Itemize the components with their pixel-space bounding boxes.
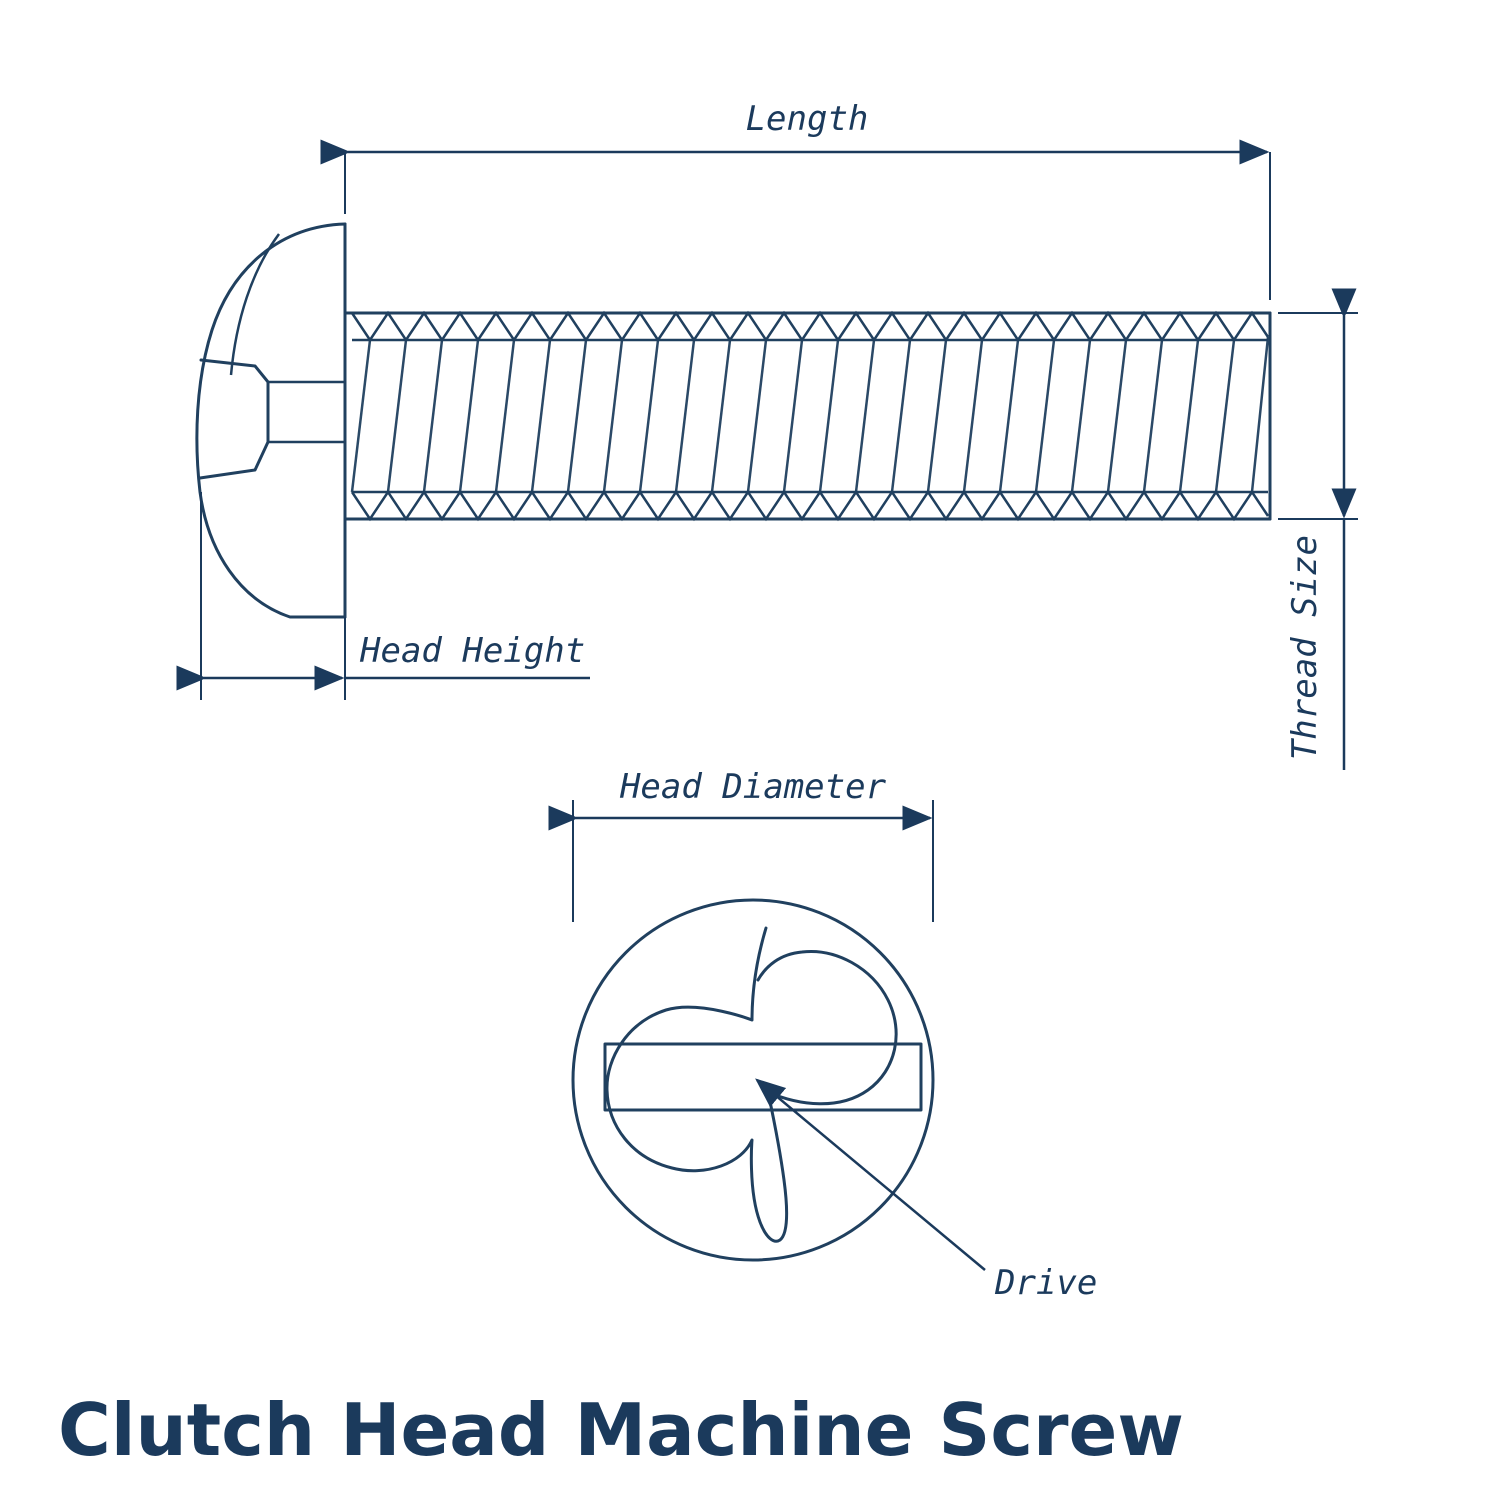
dimension-head-height bbox=[201, 492, 590, 700]
top-view bbox=[573, 900, 933, 1260]
screw-head-profile bbox=[197, 224, 345, 617]
head-slot bbox=[605, 1044, 921, 1110]
thread-flank-lines bbox=[352, 337, 1268, 492]
dimension-thread-size bbox=[1278, 313, 1358, 770]
side-view bbox=[197, 224, 1270, 617]
dimension-label-length: Length bbox=[745, 99, 869, 139]
dimension-length bbox=[345, 99, 1270, 300]
figure-title: Clutch Head Machine Screw bbox=[58, 1388, 1184, 1472]
clutch-recess bbox=[607, 928, 896, 1241]
dimension-label-thread-size: Thread Size bbox=[1285, 535, 1325, 761]
thread-teeth-top bbox=[352, 313, 1268, 340]
callout-label-drive: Drive bbox=[995, 1263, 1098, 1303]
dimension-label-head-height: Head Height bbox=[360, 631, 586, 671]
thread-teeth-bottom bbox=[352, 492, 1268, 519]
screw-threaded-shank bbox=[345, 224, 1270, 617]
dimension-label-head-diameter: Head Diameter bbox=[619, 767, 887, 807]
callout-drive bbox=[757, 1080, 1097, 1303]
